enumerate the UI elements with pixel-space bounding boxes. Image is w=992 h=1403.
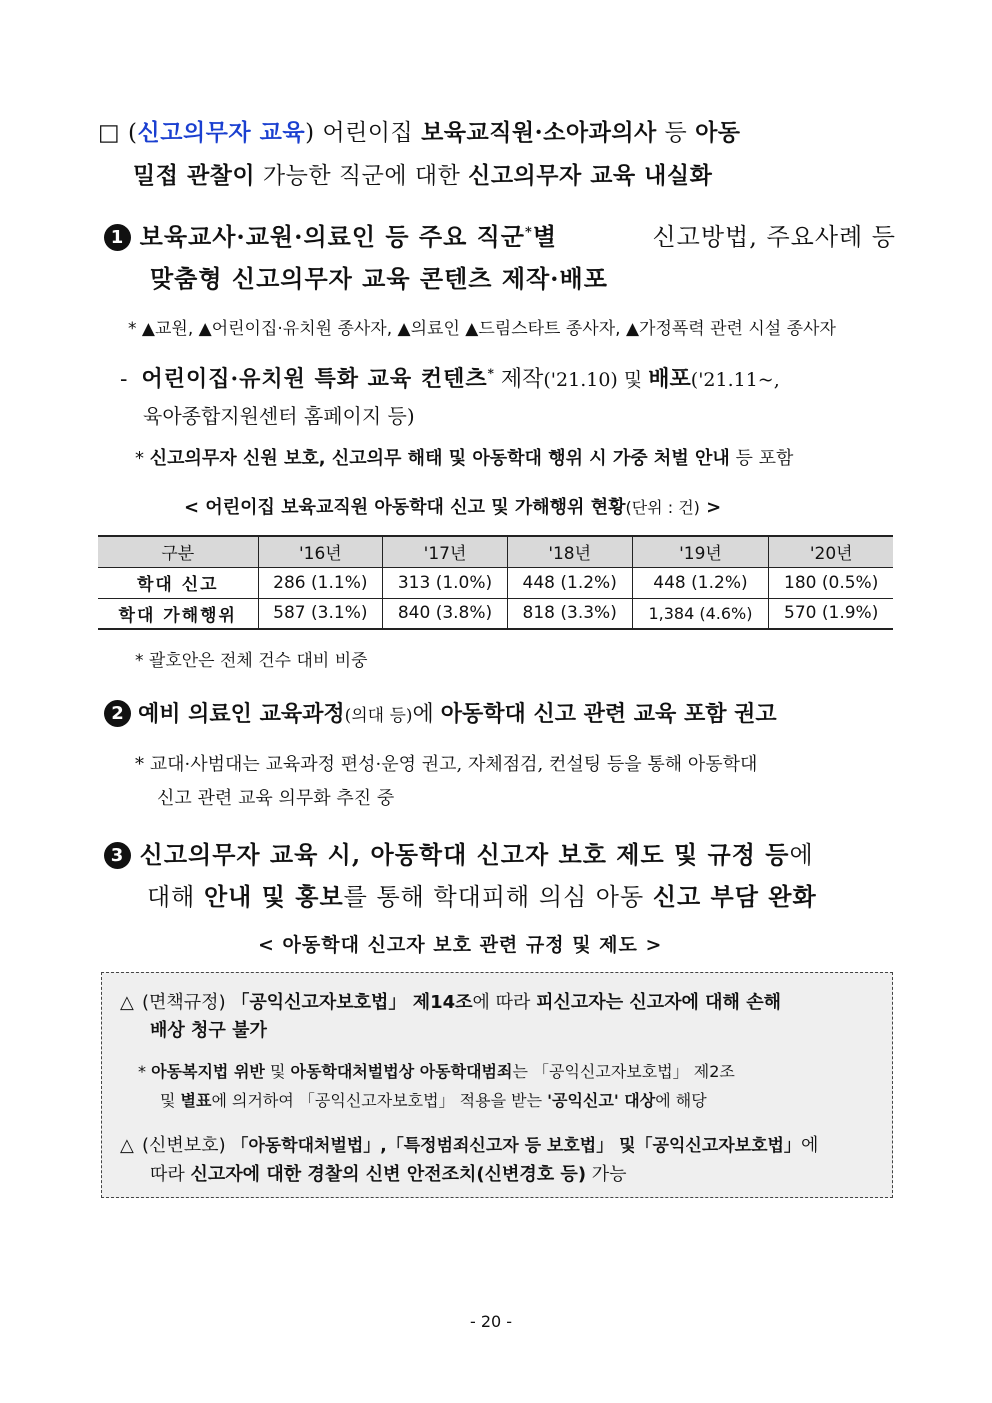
table-header-row <box>98 536 893 567</box>
item2-footnote-line2: 신고 관련 교육 의무화 추진 중 <box>157 788 395 809</box>
table-cell: 570 (1.9%) <box>769 598 893 629</box>
item2-footnote-line1: * 교대·사범대는 교육과정 편성·운영 권고, 자체점검, 컨설팅 등을 통해 아동학대 <box>135 754 758 775</box>
item1-number: 1 <box>104 224 131 251</box>
item1-sub-line2: 육아종합지원센터 홈페이지 등) <box>143 404 415 428</box>
item2-number: 2 <box>104 700 131 727</box>
box-p2-line1: △ (신변보호) 「아동학대처벌법」,「특정범죄신고자 등 보호법」 및「공익신고자보호법」에 <box>120 1135 819 1156</box>
item1-sub-footnote: * 신고의무자 신원 보호, 신고의무 해태 및 아동학대 행위 시 가중 처벌 안내 등 포함 <box>135 448 794 469</box>
stats-table <box>98 535 893 630</box>
table-row <box>98 598 893 629</box>
table-caption: < 어린이집 보육교직원 아동학대 신고 및 가해행위 현황(단위 : 건) > <box>184 497 722 518</box>
section-heading-line2: 밀접 관찰이 가능한 직군에 대한 신고의무자 교육 내실화 <box>133 162 713 189</box>
item3-number: 3 <box>104 842 131 869</box>
table-header-cell: 구분 <box>98 536 258 567</box>
table-cell: 587 (3.1%) <box>258 598 383 629</box>
section-title: 신고의무자 교육 <box>137 119 306 146</box>
table-footnote: * 괄호안은 전체 건수 대비 비중 <box>135 651 368 671</box>
section-bullet: □ <box>98 120 121 146</box>
table-header-cell: '17년 <box>383 536 508 567</box>
box-p1-line1: △ (면책규정) 「공익신고자보호법」 제14조에 따라 피신고자는 신고자에 대해 손해 <box>120 992 781 1013</box>
box-p1-line2: 배상 청구 불가 <box>150 1020 267 1041</box>
item2-line: 2 예비 의료인 교육과정(의대 등)에 아동학대 신고 관련 교육 포함 권고 <box>104 697 777 728</box>
item1-line2: 맞춤형 신고의무자 교육 콘텐츠 제작·배포 <box>150 264 608 293</box>
table-cell: 448 (1.2%) <box>632 567 769 598</box>
table-header-cell: '20년 <box>769 536 893 567</box>
section-heading-line1: □ (신고의무자 교육) 어린이집 보육교직원·소아과의사 등 아동 <box>98 119 741 146</box>
box-p1-note-line2: 및 별표에 의거하여 「공익신고자보호법」 적용을 받는 '공익신고' 대상에 해당 <box>160 1091 707 1110</box>
box-p2-line2: 따라 신고자에 대한 경찰의 신변 안전조치(신변경호 등) 가능 <box>150 1164 627 1185</box>
item1-footnote: * ▲교원, ▲어린이집·유치원 종사자, ▲의료인 ▲드림스타트 종사자, ▲가정폭력 관련 시설 종사자 <box>128 319 836 339</box>
box-title: < 아동학대 신고자 보호 관련 규정 및 제도 > <box>258 934 663 956</box>
table-cell: 818 (3.3%) <box>507 598 632 629</box>
page-number: - 20 - <box>470 1312 513 1331</box>
item1-sub-line1: - 어린이집·유치원 특화 교육 컨텐츠* 제작('21.10) 및 배포('21.11~, <box>120 366 780 392</box>
item3-line2: 대해 안내 및 홍보를 통해 학대피해 의심 아동 신고 부담 완화 <box>147 882 817 911</box>
table-row-label: 학대 신고 <box>98 567 258 598</box>
table-cell: 840 (3.8%) <box>383 598 508 629</box>
table-header-cell: '19년 <box>632 536 769 567</box>
item3-line1: 3 신고의무자 교육 시, 아동학대 신고자 보호 제도 및 규정 등에 <box>104 835 896 870</box>
table-header-cell: '18년 <box>507 536 632 567</box>
table-row-label: 학대 가해행위 <box>98 598 258 629</box>
table-cell: 313 (1.0%) <box>383 567 508 598</box>
table-header-cell: '16년 <box>258 536 383 567</box>
table-row <box>98 567 893 598</box>
table-cell: 180 (0.5%) <box>769 567 893 598</box>
box-p1-note-line1: * 아동복지법 위반 및 아동학대처벌법상 아동학대범죄는 「공익신고자보호법」 제2조 <box>138 1062 735 1081</box>
table-cell: 448 (1.2%) <box>507 567 632 598</box>
table-cell: 1,384 (4.6%) <box>632 598 769 629</box>
item1-line1: 1 보육교사·교원·의료인 등 주요 직군*별 신고방법, 주요사례 등 <box>104 217 896 252</box>
table-cell: 286 (1.1%) <box>258 567 383 598</box>
